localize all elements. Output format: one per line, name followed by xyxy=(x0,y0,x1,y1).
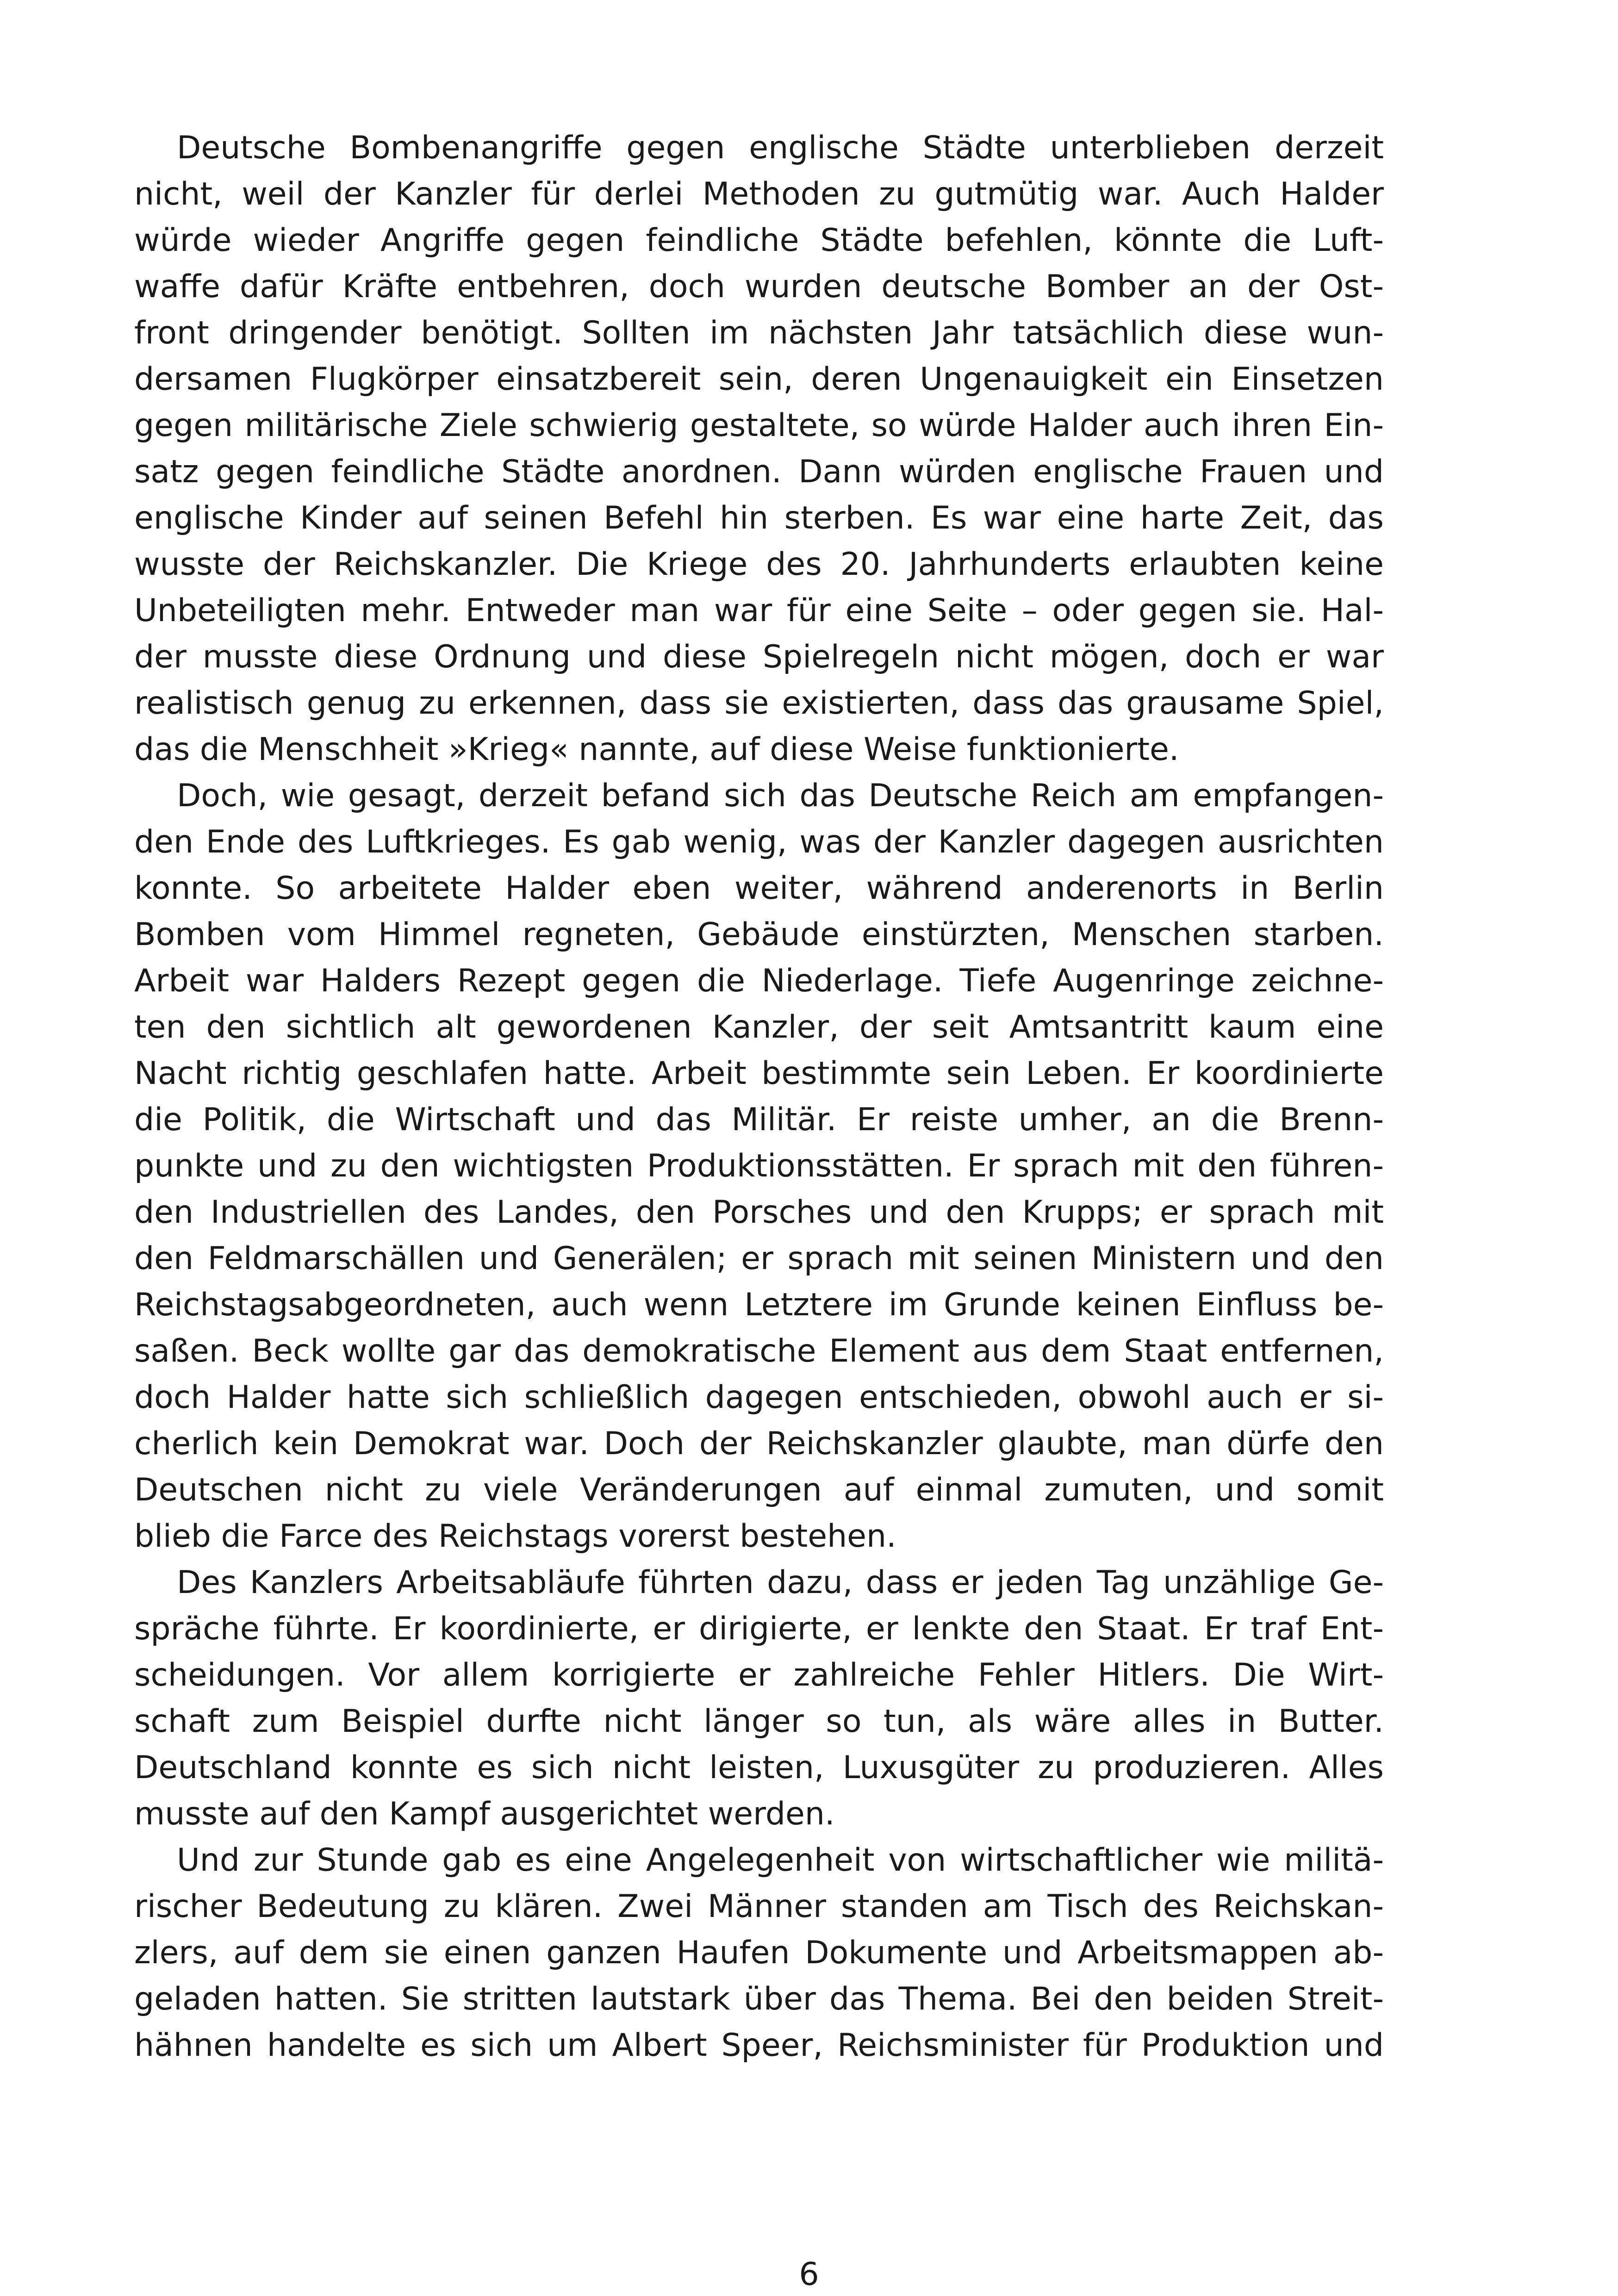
text-line: den Industriellen des Landes, den Porsches und den Krupps; er sprach mit xyxy=(134,1194,1384,1231)
text-line: hähnen handelte es sich um Albert Speer, Reichsminister für Produktion und xyxy=(134,2027,1384,2064)
text-line: Und zur Stunde gab es eine Angelegenheit von wirtschaftlicher wie militä- xyxy=(177,1842,1384,1879)
text-line: spräche führte. Er koordinierte, er dirigierte, er lenkte den Staat. Er traf Ent- xyxy=(134,1611,1384,1647)
text-line: Bomben vom Himmel regneten, Gebäude einstürzten, Menschen starben. xyxy=(134,916,1384,953)
text-line: dersamen Flugkörper einsatzbereit sein, deren Ungenauigkeit ein Einsetzen xyxy=(134,361,1384,398)
text-line: ten den sichtlich alt gewordenen Kanzler, der seit Amtsantritt kaum eine xyxy=(134,1009,1384,1045)
text-line: Deutschen nicht zu viele Veränderungen auf einmal zumuten, und somit xyxy=(134,1472,1384,1508)
text-line: front dringender benötigt. Sollten im nächsten Jahr tatsächlich diese wun- xyxy=(134,315,1384,351)
text-line: schaft zum Beispiel durfte nicht länger so tun, als wäre alles in Butter. xyxy=(134,1703,1384,1740)
text-line: Doch, wie gesagt, derzeit befand sich das Deutsche Reich am empfangen- xyxy=(177,778,1384,814)
book-page-body xyxy=(134,125,1384,2208)
text-line: Des Kanzlers Arbeitsabläufe führten dazu, dass er jeden Tag unzählige Ge- xyxy=(177,1564,1384,1601)
text-line: doch Halder hatte sich schließlich dagegen entschieden, obwohl auch er si- xyxy=(134,1379,1384,1416)
text-line: blieb die Farce des Reichstags vorerst bestehen. xyxy=(134,1518,896,1555)
text-line: Deutsche Bombenangriffe gegen englische Städte unterblieben derzeit xyxy=(177,130,1384,166)
text-line: die Politik, die Wirtschaft und das Militär. Er reiste umher, an die Brenn- xyxy=(134,1101,1384,1138)
text-line: realistisch genug zu erkennen, dass sie existierten, dass das grausame Spiel, xyxy=(134,685,1384,722)
text-line: Nacht richtig geschlafen hatte. Arbeit bestimmte sein Leben. Er koordinierte xyxy=(134,1055,1384,1092)
text-line: geladen hatten. Sie stritten lautstark über das Thema. Bei den beiden Streit- xyxy=(134,1981,1384,2017)
text-line: Unbeteiligten mehr. Entweder man war für eine Seite – oder gegen sie. Hal- xyxy=(134,592,1384,629)
text-line: saßen. Beck wollte gar das demokratische Element aus dem Staat entfernen, xyxy=(134,1333,1384,1369)
text-line: englische Kinder auf seinen Befehl hin sterben. Es war eine harte Zeit, das xyxy=(134,500,1384,536)
text-line: den Feldmarschällen und Generälen; er sprach mit seinen Ministern und den xyxy=(134,1240,1384,1277)
text-line: punkte und zu den wichtigsten Produktionsstätten. Er sprach mit den führen- xyxy=(134,1148,1384,1184)
text-line: das die Menschheit »Krieg« nannte, auf diese Weise funktionierte. xyxy=(134,731,1179,768)
text-line: Arbeit war Halders Rezept gegen die Niederlage. Tiefe Augenringe zeichne- xyxy=(134,963,1384,999)
text-line: scheidungen. Vor allem korrigierte er zahlreiche Fehler Hitlers. Die Wirt- xyxy=(134,1657,1384,1693)
text-line: den Ende des Luftkrieges. Es gab wenig, was der Kanzler dagegen ausrichten xyxy=(134,824,1384,860)
text-line: musste auf den Kampf ausgerichtet werden. xyxy=(134,1796,835,1832)
page-number: 6 xyxy=(799,2256,819,2293)
text-line: der musste diese Ordnung und diese Spielregeln nicht mögen, doch er war xyxy=(134,639,1384,675)
text-line: wusste der Reichskanzler. Die Kriege des 20. Jahrhunderts erlaubten keine xyxy=(134,546,1384,583)
text-line: konnte. So arbeitete Halder eben weiter, während anderenorts in Berlin xyxy=(134,870,1384,907)
text-line: nicht, weil der Kanzler für derlei Methoden zu gutmütig war. Auch Halder xyxy=(134,176,1384,212)
text-line: waffe dafür Kräfte entbehren, doch wurden deutsche Bomber an der Ost- xyxy=(134,268,1384,305)
text-line: rischer Bedeutung zu klären. Zwei Männer standen am Tisch des Reichskan- xyxy=(134,1888,1384,1925)
text-line: Reichstagsabgeordneten, auch wenn Letztere im Grunde keinen Einfluss be- xyxy=(134,1287,1384,1323)
text-line: zlers, auf dem sie einen ganzen Haufen Dokumente und Arbeitsmappen ab- xyxy=(134,1935,1384,1971)
text-line: gegen militärische Ziele schwierig gestaltete, so würde Halder auch ihren Ein- xyxy=(134,407,1384,444)
text-line: cherlich kein Demokrat war. Doch der Reichskanzler glaubte, man dürfe den xyxy=(134,1425,1384,1462)
text-line: satz gegen feindliche Städte anordnen. Dann würden englische Frauen und xyxy=(134,454,1384,490)
text-line: würde wieder Angriffe gegen feindliche Städte befehlen, könnte die Luft- xyxy=(134,222,1384,259)
text-line: Deutschland konnte es sich nicht leisten, Luxusgüter zu produzieren. Alles xyxy=(134,1749,1384,1786)
